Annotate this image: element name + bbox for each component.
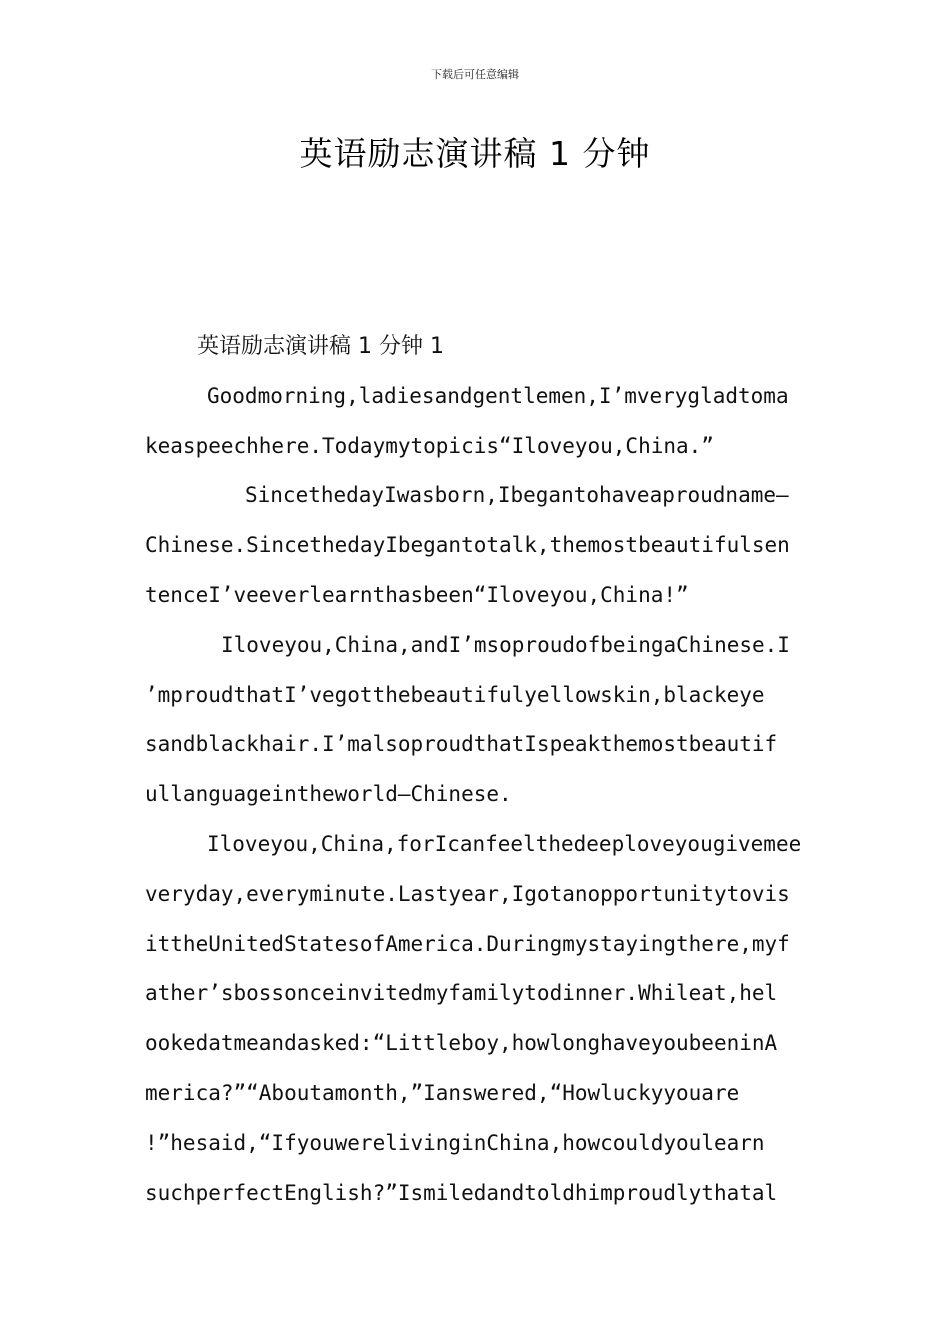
text-line: Iloveyou,China,andI’msoproudofbeingaChinese.I	[221, 632, 790, 657]
text-line: Chinese.SincethedayIbegantotalk,themostbeautifulsen	[145, 533, 790, 558]
text-line: suchperfectEnglish?”Ismiledandtoldhimproudlythatal	[145, 1180, 778, 1205]
text-line: ather’sbossonceinvitedmyfamilytodinner.Whileat,hel	[145, 981, 778, 1006]
text-line: ittheUnitedStatesofAmerica.Duringmystayingthere,myf	[145, 931, 790, 956]
text-line: sandblackhair.I’malsoproudthatIspeakthemostbeautif	[145, 732, 778, 757]
text-line: !”hesaid,“IfyouwerelivinginChina,howcouldyoulearn	[145, 1130, 765, 1155]
document-title: 英语励志演讲稿 1 分钟	[299, 134, 651, 173]
text-line: ’mproudthatI’vegotthebeautifulyellowskin,blackeye	[145, 682, 765, 707]
text-line: keaspeechhere.Todaymytopicis“Iloveyou,China.”	[145, 433, 714, 458]
text-line: veryday,everyminute.Lastyear,Igotanopportunitytovis	[145, 881, 790, 906]
body-text	[145, 322, 825, 1218]
text-line: ookedatmeandasked:“Littleboy,howlonghaveyoubeeninA	[145, 1031, 778, 1056]
text-line: ullanguageintheworld—Chinese.	[145, 782, 512, 807]
text-line: Goodmorning,ladiesandgentlemen,I’mverygladtoma	[207, 383, 789, 408]
text-line: SincethedayIwasborn,Ibegantohaveaproudname—	[245, 483, 789, 508]
section-heading: 英语励志演讲稿 1 分钟 1	[197, 334, 444, 359]
header-note: 下载后可任意编辑	[431, 68, 519, 81]
text-line: tenceI’veeverlearnthasbeen“Iloveyou,China!”	[145, 582, 689, 607]
text-line: merica?”“Aboutamonth,”Ianswered,“Howluckyyouare	[145, 1080, 740, 1105]
text-line: Iloveyou,China,forIcanfeelthedeeploveyougivemee	[207, 831, 802, 856]
